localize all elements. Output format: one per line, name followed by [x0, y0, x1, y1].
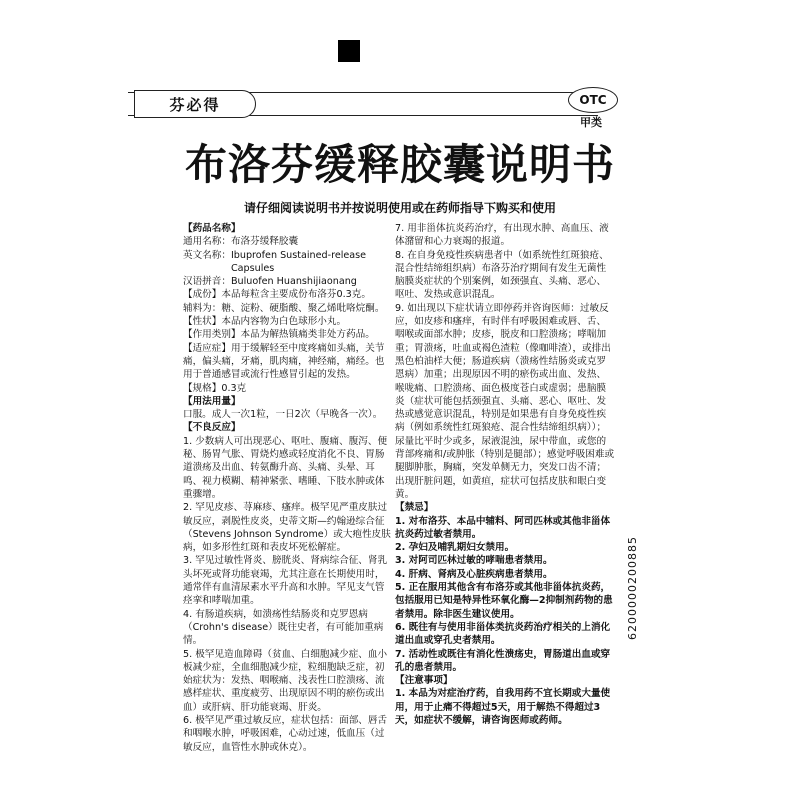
paragraph: 1. 对布洛芬、本品中辅料、阿司匹林或其他非甾体抗炎药过敏者禁用。	[395, 515, 611, 540]
page-subtitle: 请仔细阅读说明书并按说明使用或在药师指导下购买和使用	[243, 201, 556, 215]
paragraph: 【适应症】用于缓解轻至中度疼痛如头痛，关节痛，偏头痛，牙痛，肌肉痛，神经痛，痛经。也用于普通感冒或流行性感冒引起的发热。	[183, 342, 385, 381]
brand-logo	[134, 90, 256, 118]
paragraph: 5. 极罕见造血障碍（贫血、白细胞减少症、血小板减少症，全血细胞减少症，粒细胞缺乏症，初始症状为：发热、咽喉痛、浅表性口腔溃疡、流感样症状、重度疲劳、出现原因不明的瘀伤或出血）或肝病、肝功能衰竭、肝炎。	[183, 648, 388, 713]
paragraph: 【规格】0.3克	[183, 382, 247, 394]
paragraph: 【性状】本品内容物为白色球形小丸。	[183, 316, 347, 328]
paragraph: 【作用类别】本品为解热镇痛类非处方药品。	[183, 329, 375, 341]
otc-badge	[568, 87, 618, 113]
section-heading: 【禁忌】	[395, 502, 434, 514]
paragraph: 6. 既往有与使用非甾体类抗炎药治疗相关的上消化道出血或穿孔史者禁用。	[395, 621, 611, 647]
page-title: 布洛芬缓释胶囊说明书	[184, 140, 615, 189]
paragraph: 通用名称：布洛芬缓释胶囊	[183, 236, 299, 248]
paragraph: 5. 正在服用其他含有布洛芬或其他非甾体抗炎药，包括服用已知是特异性环氧化酶—2抑制剂药物的患者禁用。除非医生建议使用。	[395, 582, 613, 620]
paragraph: 辅料为：糖、淀粉、硬脂酸、聚乙烯吡咯烷酮。	[183, 302, 385, 314]
paragraph: 口服。成人一次1粒，一日2次（早晚各一次）。	[183, 409, 383, 421]
paragraph: 3. 对阿司匹林过敏的哮喘患者禁用。	[395, 555, 553, 567]
right-column	[395, 222, 615, 727]
paragraph: 英文名称：Ibuprofen Sustained-release	[183, 249, 367, 261]
paragraph: 1. 本品为对症治疗药，自我用药不宜长期或大量使用，用于止痛不得超过5天，用于解热不得超过3天，如症状不缓解，请咨询医师或药师。	[395, 688, 611, 726]
paragraph: 2. 罕见皮疹、荨麻疹、瘙痒。极罕见严重皮肤过敏反应，剥脱性皮炎，史蒂文斯—约翰逊综合征（Stevens Johnson Syndrome）或大疱性皮肤病，如多形性红斑和表皮坏死松解症。	[183, 502, 391, 554]
paragraph: 【成份】本品每粒含主要成份布洛芬0.3克。	[183, 289, 371, 301]
section-heading: 【注意事项】	[395, 675, 453, 687]
paragraph: 9. 如出现以下症状请立即停药并咨询医师：过敏反应，如皮疹和瘙痒，有时伴有呼吸困难或唇、舌、咽喉或面部水肿；皮疹，脱皮和口腔溃疡；哮喘加重；胃溃疡，吐血或褐色渣粒（像咖啡渣），或排出黑色柏油样大便；肠道疾病（溃疡性结肠炎或克罗恩病）加重；出现原因不明的瘀伤或出血、发热、喉咙痛、口腔溃疡、面色极度苍白或虚弱；患脑膜炎（症状可能包括颈强直、头痛、恶心、呕吐、发热或感觉意识混乱，特别是如果患有自身免疫性疾病（例如系统性红斑狼疮、混合性结缔组织病））；尿量比平时少或多，尿液混浊，尿中带血，或您的背部疼痛和/或肿胀（特别是腿部）；感觉呼吸困难或腿脚肿胀，胸痛，突发单侧无力，突发口齿不清；出现肝脏问题，如黄疸，症状可包括皮肤和眼白变黄。	[395, 302, 615, 500]
registration-mark	[338, 40, 360, 62]
barcode-number: 6200000200885	[626, 536, 639, 640]
paragraph: 2. 孕妇及哺乳期妇女禁用。	[395, 542, 515, 554]
paragraph: Capsules	[183, 262, 275, 274]
section-heading: 【用法用量】	[183, 395, 241, 407]
paragraph: 1. 少数病人可出现恶心、呕吐、腹痛、腹泻、便秘、肠胃气胀、胃烧灼感或轻度消化不良、胃肠道溃疡及出血、转氨酶升高、头痛、头晕、耳鸣、视力模糊、精神紧张、嗜睡、下肢水肿或体重骤增。	[183, 435, 388, 500]
paragraph: 7. 活动性或既往有消化性溃疡史，胃肠道出血或穿孔的患者禁用。	[395, 648, 611, 673]
paragraph: 汉语拼音：Buluofen Huanshijiaonang	[183, 276, 357, 288]
brand-name: 芬必得	[169, 95, 221, 114]
paragraph: 7. 用非甾体抗炎药治疗，有出现水肿、高血压、液体潴留和心力衰竭的报道。	[395, 223, 609, 248]
paragraph: 3. 罕见过敏性肾炎、膀胱炎、肾病综合征、肾乳头坏死或肾功能衰竭，尤其注意在长期使用时，通常伴有血清尿素水平升高和水肿。罕见支气管痉挛和哮喘加重。	[183, 555, 388, 607]
paragraph: 4. 有肠道疾病，如溃疡性结肠炎和克罗恩病（Crohn's disease）既往史者，有可能加重病情。	[183, 608, 384, 647]
left-column	[183, 222, 393, 754]
otc-label: OTC	[579, 93, 607, 107]
paragraph: 4. 肝病、肾病及心脏疾病患者禁用。	[395, 568, 553, 580]
section-heading: 【不良反应】	[183, 422, 241, 434]
paragraph: 8. 在自身免疫性疾病患者中（如系统性红斑狼疮、混合性结缔组织病）布洛芬治疗期间有发生无菌性脑膜炎症状的个别案例，如颈强直、头痛、恶心、呕吐、发热或意识混乱。	[395, 249, 609, 301]
section-heading: 【药品名称】	[183, 223, 241, 234]
paragraph: 6. 极罕见严重过敏反应，症状包括：面部、唇舌和咽喉水肿，呼吸困难，心动过速，低血压（过敏反应，血管性水肿或休克）。	[183, 714, 388, 753]
otc-category: 甲类	[580, 116, 602, 129]
